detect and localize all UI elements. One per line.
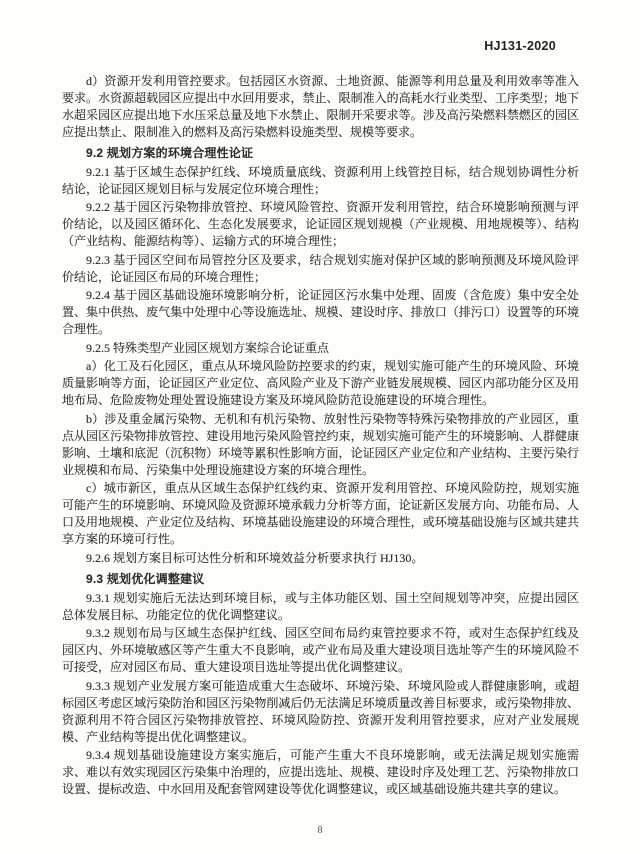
paragraph-item-b: b）涉及重金属污染物、无机和有机污染物、放射性污染物等特殊污染物排放的产业园区，重点从园区污染物排放管控、建设用地污染风险管控约束，规划实施可能产生的环境影响、人群健康影响、土壤和底泥（沉积物）环境等累积性影响方面，论证园区产业定位和产业结构、主要污染行业规模和布局、污染集中处理设施建设方案的环境合理性。 bbox=[62, 411, 579, 477]
section-heading-9-2: 9.2 规划方案的环境合理性论证 bbox=[86, 145, 254, 160]
paragraph-item-c: c）城市新区，重点从区域生态保护红线约束、资源开发利用管控、环境风险防控，规划实施可能产生的环境影响、环境风险及资源环境承载力分析等方面，论证新区发展方向、功能布局、人口及用地规模、产业定位及结构、环境基础设施建设的环境合理性，或环境基础设施与区域共建共享方案的环境可行性。 bbox=[62, 481, 579, 546]
clause-9-2-2: 9.2.2 基于园区污染物排放管控、环境风险管控、资源开发利用管控，结合环境影响预测与评价结论，以及园区循环化、生态化发展要求，论证园区规划规模（产业规模、用地规模等）、结构（产业结构、能源结构等）、运输方式的环境合理性； bbox=[62, 200, 579, 248]
clause-9-2-5-title: 9.2.5 特殊类型产业园区规划方案综合论证重点 bbox=[86, 340, 330, 355]
clause-9-2-4: 9.2.4 基于园区基础设施环境影响分析，论证园区污水集中处理、固废（含危废）集中安全处置、集中供热、废气集中处理中心等设施选址、规模、建设时序、排放口（排污口）设置等的环境合理性。 bbox=[62, 288, 579, 336]
clause-9-3-2: 9.3.2 规划布局与区域生态保护红线、园区空间布局约束管控要求不符，或对生态保护红线及园区内、外环境敏感区等产生重大不良影响，或产业布局及重大建设项目选址等产生的环境风险不可接受，应对园区布局、重大建设项目选址等提出优化调整建议。 bbox=[62, 626, 579, 674]
document-body bbox=[62, 71, 579, 800]
clause-9-3-3: 9.3.3 规划产业发展方案可能造成重大生态破坏、环境污染、环境风险或人群健康影响，或超标园区考虑区域污染防治和园区污染物削减后仍无法满足环境质量改善目标要求，或污染物排放、资源利用不符合园区污染物排放管控、环境风险防控、资源开发利用管控要求，应对产业发展规模、产业结构等提出优化调整建议。 bbox=[62, 678, 579, 744]
clause-9-2-6: 9.2.6 规划方案目标可达性分析和环境效益分析要求执行 HJ130。 bbox=[86, 550, 424, 565]
section-heading-9-3: 9.3 规划优化调整建议 bbox=[86, 571, 205, 586]
clause-9-2-1: 9.2.1 基于区域生态保护红线、环境质量底线、资源利用上线管控目标，结合规划协调性分析结论，论证园区规划目标与发展定位环境合理性； bbox=[62, 164, 579, 196]
paragraph-item-a: a）化工及石化园区，重点从环境风险防控要求的约束，规划实施可能产生的环境风险、环境质量影响等方面，论证园区产业定位、高风险产业及下游产业链发展规模、园区内部功能分区及用地布局、危险废物处理处置设施建设方案及环境风险防范设施建设的环境合理性。 bbox=[62, 359, 579, 407]
paragraph-item-d: d）资源开发利用管控要求。包括园区水资源、土地资源、能源等利用总量及利用效率等准入要求。水资源超载园区应提出中水回用要求，禁止、限制准入的高耗水行业类型、工序类型；地下水超采园区应提出地下水压采总量及地下水禁止、限制开采要求等。涉及高污染燃料禁燃区的园区应提出禁止、限制准入的燃料及高污染燃料设施类型、规模等要求。 bbox=[62, 73, 579, 139]
document-code-header: HJ131-2020 bbox=[484, 39, 556, 53]
clause-9-3-4: 9.3.4 规划基础设施建设方案实施后，可能产生重大不良环境影响，或无法满足规划实施需求、难以有效实现园区污染集中治理的，应提出选址、规模、建设时序及处理工艺、污染物排放口设置、提标改造、中水回用及配套管网建设等优化调整建议，或区域基础设施共建共享的建议。 bbox=[62, 748, 579, 796]
page-number: 8 bbox=[317, 825, 323, 836]
clause-9-3-1: 9.3.1 规划实施后无法达到环境目标，或与主体功能区划、国土空间规划等冲突，应提出园区总体发展目标、功能定位的优化调整建议。 bbox=[62, 590, 579, 622]
clause-9-2-3: 9.2.3 基于园区空间布局管控分区及要求，结合规划实施对保护区域的影响预测及环境风险评价结论，论证园区布局的环境合理性； bbox=[62, 252, 579, 284]
